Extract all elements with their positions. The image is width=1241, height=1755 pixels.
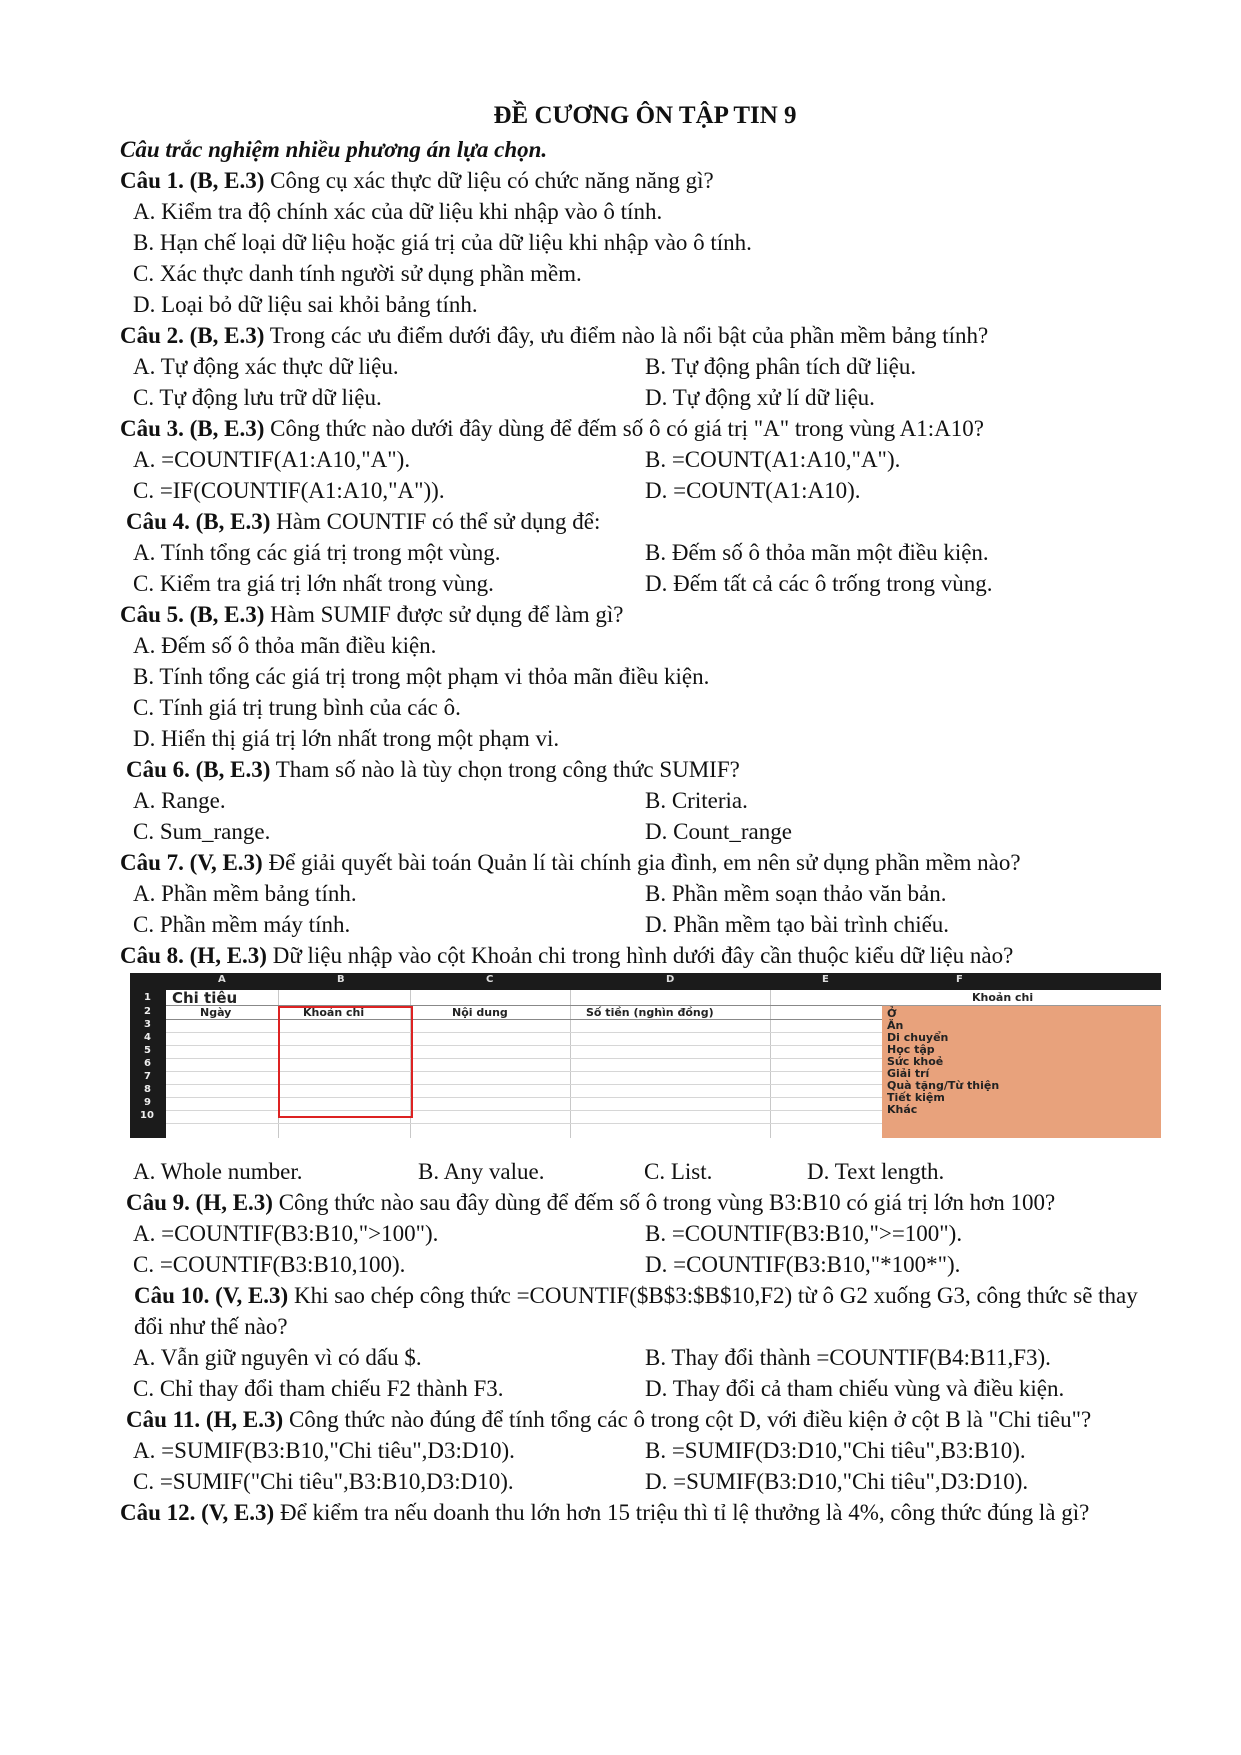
question-label: Câu 4. (B, E.3): [126, 509, 271, 534]
option-row: [120, 1156, 1170, 1187]
column-header: E: [822, 974, 829, 985]
list-item: Giải trí: [887, 1067, 930, 1080]
option: D. =COUNT(A1:A10).: [645, 478, 861, 503]
row-header: 1: [144, 992, 151, 1003]
option: A. Tính tổng các giá trị trong một vùng.: [133, 540, 501, 565]
question-text: Công thức nào sau đây dùng để đếm số ô trong vùng B3:B10 có giá trị lớn hơn 100?: [272, 1190, 1056, 1215]
header-cell: Ngày: [200, 1006, 232, 1019]
option-row: [120, 475, 1170, 506]
option: A. Kiểm tra độ chính xác của dữ liệu khi nhập vào ô tính.: [133, 199, 663, 224]
column-header-bar: [130, 973, 1161, 990]
option: C. Chỉ thay đổi tham chiếu F2 thành F3.: [133, 1376, 504, 1401]
option: B. =SUMIF(D3:D10,"Chi tiêu",B3:B10).: [645, 1438, 1026, 1463]
option-row: [120, 785, 1170, 816]
list-header: Khoản chi: [972, 991, 1034, 1004]
question-9: [120, 1187, 1170, 1218]
option: D. Tự động xử lí dữ liệu.: [645, 385, 875, 410]
option: D. =SUMIF(B3:D10,"Chi tiêu",D3:D10).: [645, 1469, 1029, 1494]
question-text: Công thức nào đúng để tính tổng các ô trong cột D, với điều kiện ở cột B là "Chi tiêu"?: [283, 1407, 1092, 1432]
column-header: D: [666, 974, 675, 985]
question-7: [120, 847, 1170, 878]
option-row: [120, 909, 1170, 940]
question-6: [120, 754, 1170, 785]
column-header: F: [956, 974, 963, 985]
question-label: Câu 7. (V, E.3): [120, 850, 263, 875]
option: A. Tự động xác thực dữ liệu.: [133, 354, 399, 379]
option: B. Criteria.: [645, 788, 748, 813]
grid-line: [770, 990, 771, 1138]
list-item: Tiết kiệm: [887, 1091, 945, 1104]
option: B. Tính tổng các giá trị trong một phạm vi thỏa mãn điều kiện.: [133, 664, 710, 689]
question-3: [120, 413, 1170, 444]
option: D. =COUNTIF(B3:B10,"*100*").: [645, 1252, 961, 1277]
option: C. =COUNTIF(B3:B10,100).: [133, 1252, 406, 1277]
list-item: Ăn: [887, 1019, 904, 1032]
header-cell: Nội dung: [452, 1006, 508, 1019]
option-row: [120, 1373, 1170, 1404]
column-header: B: [337, 974, 345, 985]
question-text: Khi sao chép công thức =COUNTIF($B$3:$B$10,F2) từ ô G2 xuống G3, công thức sẽ thay đổi như thế nào?: [134, 1283, 1138, 1339]
option: B. Phần mềm soạn thảo văn bản.: [645, 881, 947, 906]
option-row: [120, 382, 1170, 413]
option: C. Phần mềm máy tính.: [133, 912, 351, 937]
list-item: Ở: [887, 1007, 897, 1020]
question-text: Dữ liệu nhập vào cột Khoản chi trong hình dưới đây cần thuộc kiểu dữ liệu nào?: [266, 943, 1014, 968]
row-header: 8: [144, 1084, 151, 1095]
page-title: ĐỀ CƯƠNG ÔN TẬP TIN 9: [493, 102, 797, 129]
option: A. Phần mềm bảng tính.: [133, 881, 357, 906]
question-label: Câu 3. (B, E.3): [120, 416, 265, 441]
question-label: Câu 2. (B, E.3): [120, 323, 265, 348]
question-label: Câu 1. (B, E.3): [120, 168, 265, 193]
question-text: Để giải quyết bài toán Quản lí tài chính gia đình, em nên sử dụng phần mềm nào?: [262, 850, 1021, 875]
list-item: Quà tặng/Từ thiện: [887, 1079, 1000, 1092]
question-label: Câu 9. (H, E.3): [126, 1190, 273, 1215]
option: C. Tự động lưu trữ dữ liệu.: [133, 385, 382, 410]
option: C. =SUMIF("Chi tiêu",B3:B10,D3:D10).: [133, 1469, 514, 1494]
option: D. Loại bỏ dữ liệu sai khỏi bảng tính.: [133, 292, 478, 317]
question-text: Tham số nào là tùy chọn trong công thức SUMIF?: [270, 757, 740, 782]
row-header: 3: [144, 1019, 151, 1030]
option: B. Hạn chế loại dữ liệu hoặc giá trị của dữ liệu khi nhập vào ô tính.: [133, 230, 752, 255]
option: A. Range.: [133, 788, 226, 813]
question-4: [120, 506, 1170, 537]
header-cell: Khoản chi: [303, 1006, 365, 1019]
highlight-box: [278, 1006, 413, 1118]
row-header: 2: [144, 1006, 151, 1017]
option: A. =COUNTIF(B3:B10,">100").: [133, 1221, 439, 1246]
list-item: Khác: [887, 1103, 918, 1116]
option-row: [120, 351, 1170, 382]
option: A. Đếm số ô thỏa mãn điều kiện.: [133, 633, 437, 658]
list-item: Học tập: [887, 1043, 935, 1056]
option: B. Thay đổi thành =COUNTIF(B4:B11,F3).: [645, 1345, 1051, 1370]
row-header: 6: [144, 1058, 151, 1069]
question-8: [120, 940, 1170, 971]
option: B. =COUNT(A1:A10,"A").: [645, 447, 901, 472]
option: B. Tự động phân tích dữ liệu.: [645, 354, 917, 379]
option: A. =COUNTIF(A1:A10,"A").: [133, 447, 411, 472]
option: B. Any value.: [418, 1159, 545, 1184]
option: C. Tính giá trị trung bình của các ô.: [133, 695, 461, 720]
question-text: Công cụ xác thực dữ liệu có chức năng năng gì?: [264, 168, 714, 193]
option: B. Đếm số ô thỏa mãn một điều kiện.: [645, 540, 989, 565]
option-row: [120, 537, 1170, 568]
question-12: [120, 1497, 1170, 1528]
question-2: [120, 320, 1170, 351]
option-row: [120, 1435, 1170, 1466]
option: C. Sum_range.: [133, 819, 271, 844]
option: D. Phần mềm tạo bài trình chiếu.: [645, 912, 950, 937]
option-row: [120, 444, 1170, 475]
question-label: Câu 12. (V, E.3): [120, 1500, 275, 1525]
row-header: 10: [140, 1110, 154, 1121]
question-label: Câu 11. (H, E.3): [126, 1407, 284, 1432]
option-row: [120, 816, 1170, 847]
question-text: Hàm SUMIF được sử dụng để làm gì?: [264, 602, 624, 627]
option-row: [120, 1249, 1170, 1280]
document-page: [120, 100, 1170, 1528]
spreadsheet-figure: [130, 973, 1161, 1138]
list-item: Sức khoẻ: [887, 1055, 944, 1068]
question-label: Câu 5. (B, E.3): [120, 602, 265, 627]
question-text: Công thức nào dưới đây dùng để đếm số ô có giá trị "A" trong vùng A1:A10?: [264, 416, 984, 441]
row-header-bar: [130, 990, 166, 1138]
question-label: Câu 8. (H, E.3): [120, 943, 267, 968]
header-cell: Số tiền (nghìn đồng): [586, 1006, 714, 1019]
option: C. Xác thực danh tính người sử dụng phần mềm.: [133, 261, 582, 286]
question-text: Trong các ưu điểm dưới đây, ưu điểm nào là nổi bật của phần mềm bảng tính?: [264, 323, 989, 348]
question-5: [120, 599, 1170, 630]
question-11: [120, 1404, 1170, 1435]
option: D. Count_range: [645, 819, 792, 844]
option: A. Vẫn giữ nguyên vì có dấu $.: [133, 1345, 422, 1370]
column-header: A: [218, 974, 226, 985]
option: B. =COUNTIF(B3:B10,">=100").: [645, 1221, 963, 1246]
column-header: C: [486, 974, 494, 985]
row-header: 7: [144, 1071, 151, 1082]
question-label: Câu 10. (V, E.3): [134, 1283, 289, 1308]
question-text: Hàm COUNTIF có thể sử dụng để:: [270, 509, 601, 534]
option: D. Thay đổi cả tham chiếu vùng và điều kiện.: [645, 1376, 1065, 1401]
option: C. Kiểm tra giá trị lớn nhất trong vùng.: [133, 571, 494, 596]
option: D. Hiển thị giá trị lớn nhất trong một phạm vi.: [133, 726, 560, 751]
row-header: 4: [144, 1032, 151, 1043]
option: C. =IF(COUNTIF(A1:A10,"A")).: [133, 478, 445, 503]
list-item: Di chuyển: [887, 1031, 949, 1044]
row-header: 5: [144, 1045, 151, 1056]
option: A. =SUMIF(B3:B10,"Chi tiêu",D3:D10).: [133, 1438, 515, 1463]
row-header: 9: [144, 1097, 151, 1108]
question-1: [120, 165, 1170, 196]
option-row: [120, 1466, 1170, 1497]
option: D. Text length.: [807, 1159, 945, 1184]
option: D. Đếm tất cả các ô trống trong vùng.: [645, 571, 993, 596]
grid-line: [570, 990, 571, 1138]
option-row: [120, 1342, 1170, 1373]
question-label: Câu 6. (B, E.3): [126, 757, 271, 782]
option: C. List.: [644, 1159, 713, 1184]
section-subtitle: Câu trắc nghiệm nhiều phương án lựa chọn.: [120, 137, 548, 162]
question-10: [120, 1280, 1170, 1342]
option-row: [120, 878, 1170, 909]
sheet-title-cell: Chi tiêu: [172, 989, 238, 1007]
option-row: [120, 568, 1170, 599]
question-text: Để kiểm tra nếu doanh thu lớn hơn 15 triệu thì tỉ lệ thưởng là 4%, công thức đúng là gì?: [274, 1500, 1090, 1525]
option-row: [120, 1218, 1170, 1249]
option: A. Whole number.: [133, 1159, 303, 1184]
